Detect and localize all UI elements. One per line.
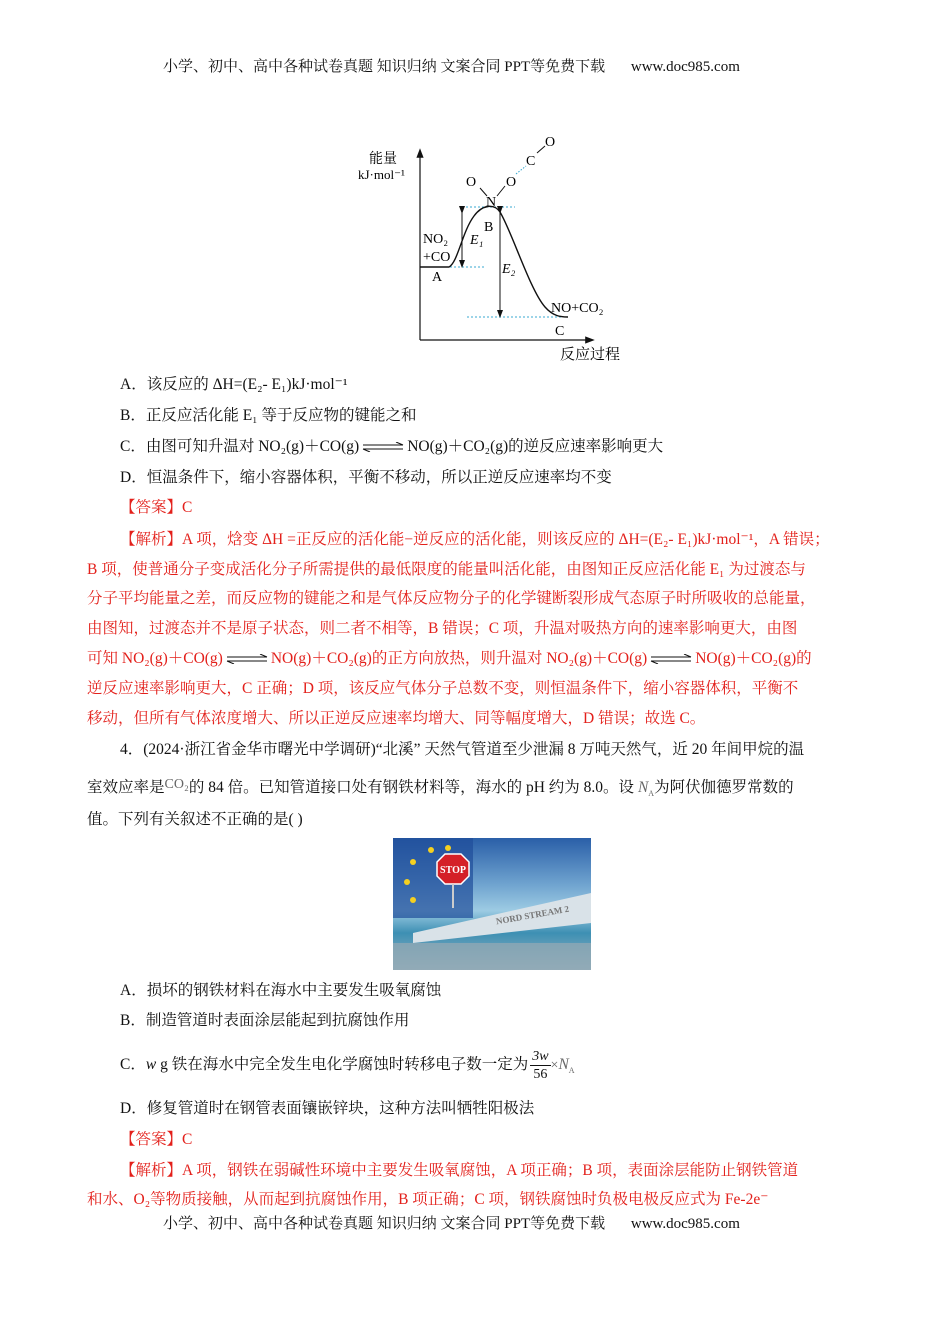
q3-analysis-line: 由图知，过渡态并不是原子状态，则二者不相等，B 错误；C 项，升温对吸热方向的速率影响更大，由图 [87, 620, 798, 637]
q3-analysis-line: 逆反应速率影响更大，C 正确；D 项，该反应气体分子总数不变，则恒温条件下，缩小容器体积，平衡不 [87, 680, 799, 697]
q4-analysis-line: 【解析】A 项，钢铁在弱碱性环境中主要发生吸氧腐蚀，A 项正确；B 项，表面涂层能防止钢铁管道 [120, 1162, 799, 1179]
q4-option-a: A．损坏的钢铁材料在海水中主要发生吸氧腐蚀 [120, 982, 442, 999]
reversible-arrow-icon [226, 654, 268, 664]
q4-stem-line2 [87, 775, 794, 804]
ts-atom-n: N [486, 195, 497, 210]
bond-o-c [516, 166, 526, 174]
q4-option-c-label: C． [120, 1056, 146, 1073]
footer-text: 小学、初中、高中各种试卷真题 知识归纳 文案合同 PPT等免费下载 [163, 1216, 606, 1232]
q3-analysis-line: B 项，使普通分子变成活化分子所需提供的最低限度的能量叫活化能，由图知正反应活化能 E₁ 为过渡态与 [87, 561, 806, 578]
page-footer [163, 1214, 740, 1234]
reactant-co: +CO [423, 250, 451, 265]
header-text: 小学、初中、高中各种试卷真题 知识归纳 文案合同 PPT等免费下载 [163, 59, 606, 75]
reversible-arrow-icon [650, 654, 692, 664]
y-label-energy: 能量 [369, 152, 397, 167]
q3-analysis-seg: 可知 NO₂(g)＋CO(g) [87, 650, 223, 667]
bond-c-o [537, 146, 545, 153]
pipe-label: NORD STREAM 2 [495, 903, 570, 927]
q4-analysis-line: 和水、O₂等物质接触，从而起到抗腐蚀作用，B 项正确；C 项，钢铁腐蚀时负极电极反应式为 Fe-2e⁻ [87, 1191, 769, 1208]
q4-stem-line1: 4．(2024·浙江省金华市曙光中学调研)“北溪” 天然气管道至少泄漏 8 万吨天然气，近 20 年间甲烷的温 [120, 741, 805, 758]
na-letter: N [637, 779, 649, 796]
q3-option-d: D．恒温条件下，缩小容器体积，平衡不移动，所以正逆反应速率均不变 [120, 469, 612, 486]
fraction [530, 1048, 550, 1083]
footer-url: www.doc985.com [630, 1216, 740, 1232]
ts-atom-c: C [526, 154, 536, 169]
q3-option-c [120, 437, 663, 457]
q4-answer: 【答案】C [120, 1131, 193, 1148]
q3-analysis-seg: NO(g)＋CO₂(g)的正方向放热，则升温对 NO₂(g)＋CO(g) [270, 650, 648, 667]
x-label: 反应过程 [560, 347, 621, 363]
ts-atom-o2: O [506, 175, 517, 190]
fraction-numerator: 3w [532, 1048, 549, 1064]
mass-variable: w [145, 1056, 157, 1073]
e2-label: E₂ [502, 262, 516, 277]
y-label-unit: kJ·mol⁻¹ [358, 167, 405, 182]
point-a: A [432, 270, 443, 285]
q3-option-b: B．正反应活化能 E₁ 等于反应物的键能之和 [120, 407, 417, 424]
reversible-arrow-icon [362, 442, 404, 452]
q4-option-c-text: g 铁在海水中完全发生电化学腐蚀时转移电子数一定为 [156, 1056, 529, 1073]
energy-diagram [0, 0, 950, 380]
fraction-denominator: 56 [533, 1066, 548, 1082]
q4-stem-seg: 为阿伏伽德罗常数的 [654, 779, 794, 796]
q3-answer: 【答案】C [120, 499, 193, 516]
q3-analysis-line [87, 649, 812, 669]
q3-analysis-line: 移动，但所有气体浓度增大、所以正逆反应速率均增大、同等幅度增大，D 错误；故选 C。 [87, 710, 706, 727]
ts-atom-o1: O [466, 175, 477, 190]
header-url: www.doc985.com [630, 59, 740, 75]
q4-stem-seg: 的 84 倍。已知管道接口处有钢铁材料等，海水的 pH 约为 8.0。设 [188, 779, 635, 796]
reactant-no2: NO₂ [423, 232, 449, 247]
na-sub: A [568, 1066, 575, 1076]
co2-formula: CO₂ [164, 777, 189, 792]
q4-option-c [120, 1045, 575, 1091]
avogadro-symbol [558, 1056, 575, 1076]
e1-label: E₁ [470, 233, 484, 248]
ts-atom-o3: O [545, 135, 556, 150]
point-c: C [555, 324, 565, 339]
na-letter: N [558, 1056, 569, 1073]
times-sign: × [550, 1058, 559, 1073]
avogadro-symbol [637, 779, 655, 799]
q3-analysis-line: 分子平均能量之差，而反应物的键能之和是气体反应物分子的化学键断裂形成气态原子时所吸收的总能量， [87, 590, 816, 607]
q3-option-c-part2: NO(g)＋CO₂(g)的逆反应速率影响更大 [407, 438, 664, 455]
bond-n-o2 [497, 186, 505, 196]
point-b: B [484, 220, 494, 235]
q4-stem-line3: 值。下列有关叙述不正确的是( ) [87, 811, 303, 828]
q3-option-c-part1: C．由图可知升温对 NO₂(g)＋CO(g) [120, 438, 360, 455]
q4-option-d: D．修复管道时在钢管表面镶嵌锌块，这种方法叫牺牲阳极法 [120, 1100, 535, 1117]
q3-option-a: A．该反应的 ΔH=(E₂- E₁)kJ·mol⁻¹ [120, 376, 348, 393]
nord-stream-photo [393, 838, 591, 970]
photo-illustration [393, 838, 591, 970]
q4-option-b: B．制造管道时表面涂层能起到抗腐蚀作用 [120, 1012, 410, 1029]
na-sub: A [648, 789, 655, 799]
q3-analysis-line: 【解析】A 项，焓变 ΔH =正反应的活化能−逆反应的活化能，则该反应的 ΔH=(E₂- E₁)kJ·mol⁻¹，A 错误； [120, 531, 830, 548]
products-label: NO+CO₂ [551, 301, 604, 316]
q4-stem-seg: 室效应率是 [87, 779, 165, 796]
q3-analysis-seg: NO(g)＋CO₂(g)的 [695, 650, 812, 667]
stop-sign-text: STOP [440, 865, 466, 876]
